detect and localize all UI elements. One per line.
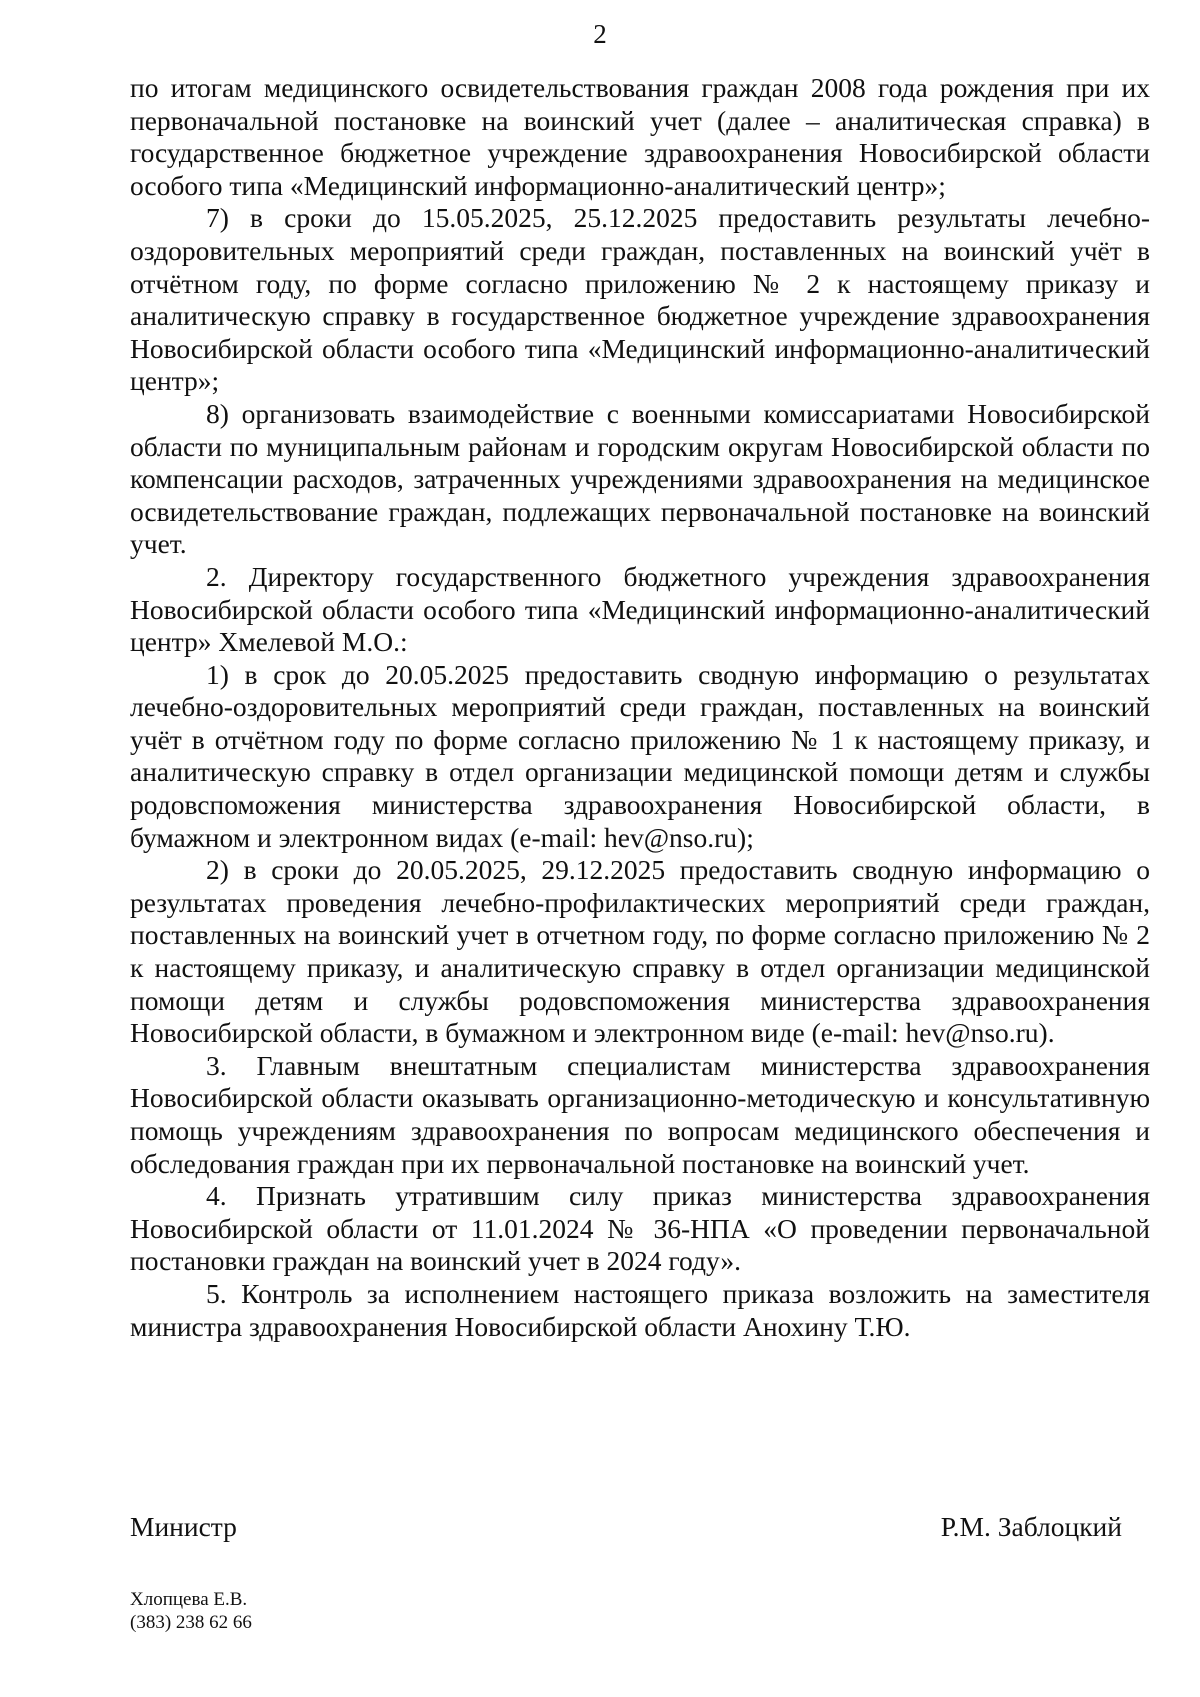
executor-block [130,1588,252,1634]
document-body [130,72,1150,1343]
paragraph-section-4: 4. Признать утратившим силу приказ министерства здравоохранения Новосибирской области от 11.01.2024 № 36-НПА «О проведении первоначальной постановки граждан на воинский учет в 2024 году». [130,1180,1150,1277]
signature-block [130,1510,1122,1544]
paragraph-continuation: по итогам медицинского освидетельствования граждан 2008 года рождения при их первоначальной постановке на воинский учет (далее – аналитическая справка) в государственное бюджетное учреждение здравоохранения Новосибирской области особого типа «Медицинский информационно-аналитический центр»; [130,72,1150,201]
paragraph-section-2-item-1: 1) в срок до 20.05.2025 предоставить сводную информацию о результатах лечебно-оздоровительных мероприятий среди граждан, поставленных на воинский учёт в отчётном году по форме согласно приложению № 1 к настоящему приказу, и аналитическую справку в отдел организации медицинской помощи детям и службы родовспоможения министерства здравоохранения Новосибирской области, в бумажном и электронном видах (e-mail: hev@nso.ru); [130,658,1150,853]
paragraph-item-8: 8) организовать взаимодействие с военными комиссариатами Новосибирской области по муниципальным районам и городским округам Новосибирской области по компенсации расходов, затраченных учреждениями здравоохранения на медицинское освидетельствование граждан, подлежащих первоначальной постановке на воинский учет. [130,397,1150,560]
executor-phone: (383) 238 62 66 [130,1612,252,1633]
paragraph-section-2-item-2: 2) в сроки до 20.05.2025, 29.12.2025 предоставить сводную информацию о результатах проведения лечебно-профилактических мероприятий среди граждан, поставленных на воинский учет в отчетном году, по форме согласно приложению № 2 к настоящему приказу, и аналитическую справку в отдел организации медицинской помощи детям и службы родовспоможения министерства здравоохранения Новосибирской области, в бумажном и электронном виде (e-mail: hev@nso.ru). [130,854,1150,1049]
paragraph-item-7: 7) в сроки до 15.05.2025, 25.12.2025 предоставить результаты лечебно-оздоровительных мероприятий среди граждан, поставленных на воинский учёт в отчётном году, по форме согласно приложению № 2 к настоящему приказу и аналитическую справку в государственное бюджетное учреждение здравоохранения Новосибирской области особого типа «Медицинский информационно-аналитический центр»; [130,202,1150,397]
executor-name: Хлопцева Е.В. [130,1589,248,1610]
paragraph-section-5: 5. Контроль за исполнением настоящего приказа возложить на заместителя министра здравоохранения Новосибирской области Анохину Т.Ю. [130,1277,1150,1342]
paragraph-section-2: 2. Директору государственного бюджетного учреждения здравоохранения Новосибирской области особого типа «Медицинский информационно-аналитический центр» Хмелевой М.О.: [130,560,1150,658]
signer-name: Р.М. Заблоцкий [940,1511,1122,1542]
page-number: 2 [593,19,607,49]
signer-position: Министр [130,1511,237,1542]
paragraph-section-3: 3. Главным внештатным специалистам министерства здравоохранения Новосибирской области оказывать организационно-методическую и консультативную помощь учреждениям здравоохранения по вопросам медицинского обеспечения и обследования граждан при их первоначальной постановке на воинский учет. [130,1049,1150,1179]
